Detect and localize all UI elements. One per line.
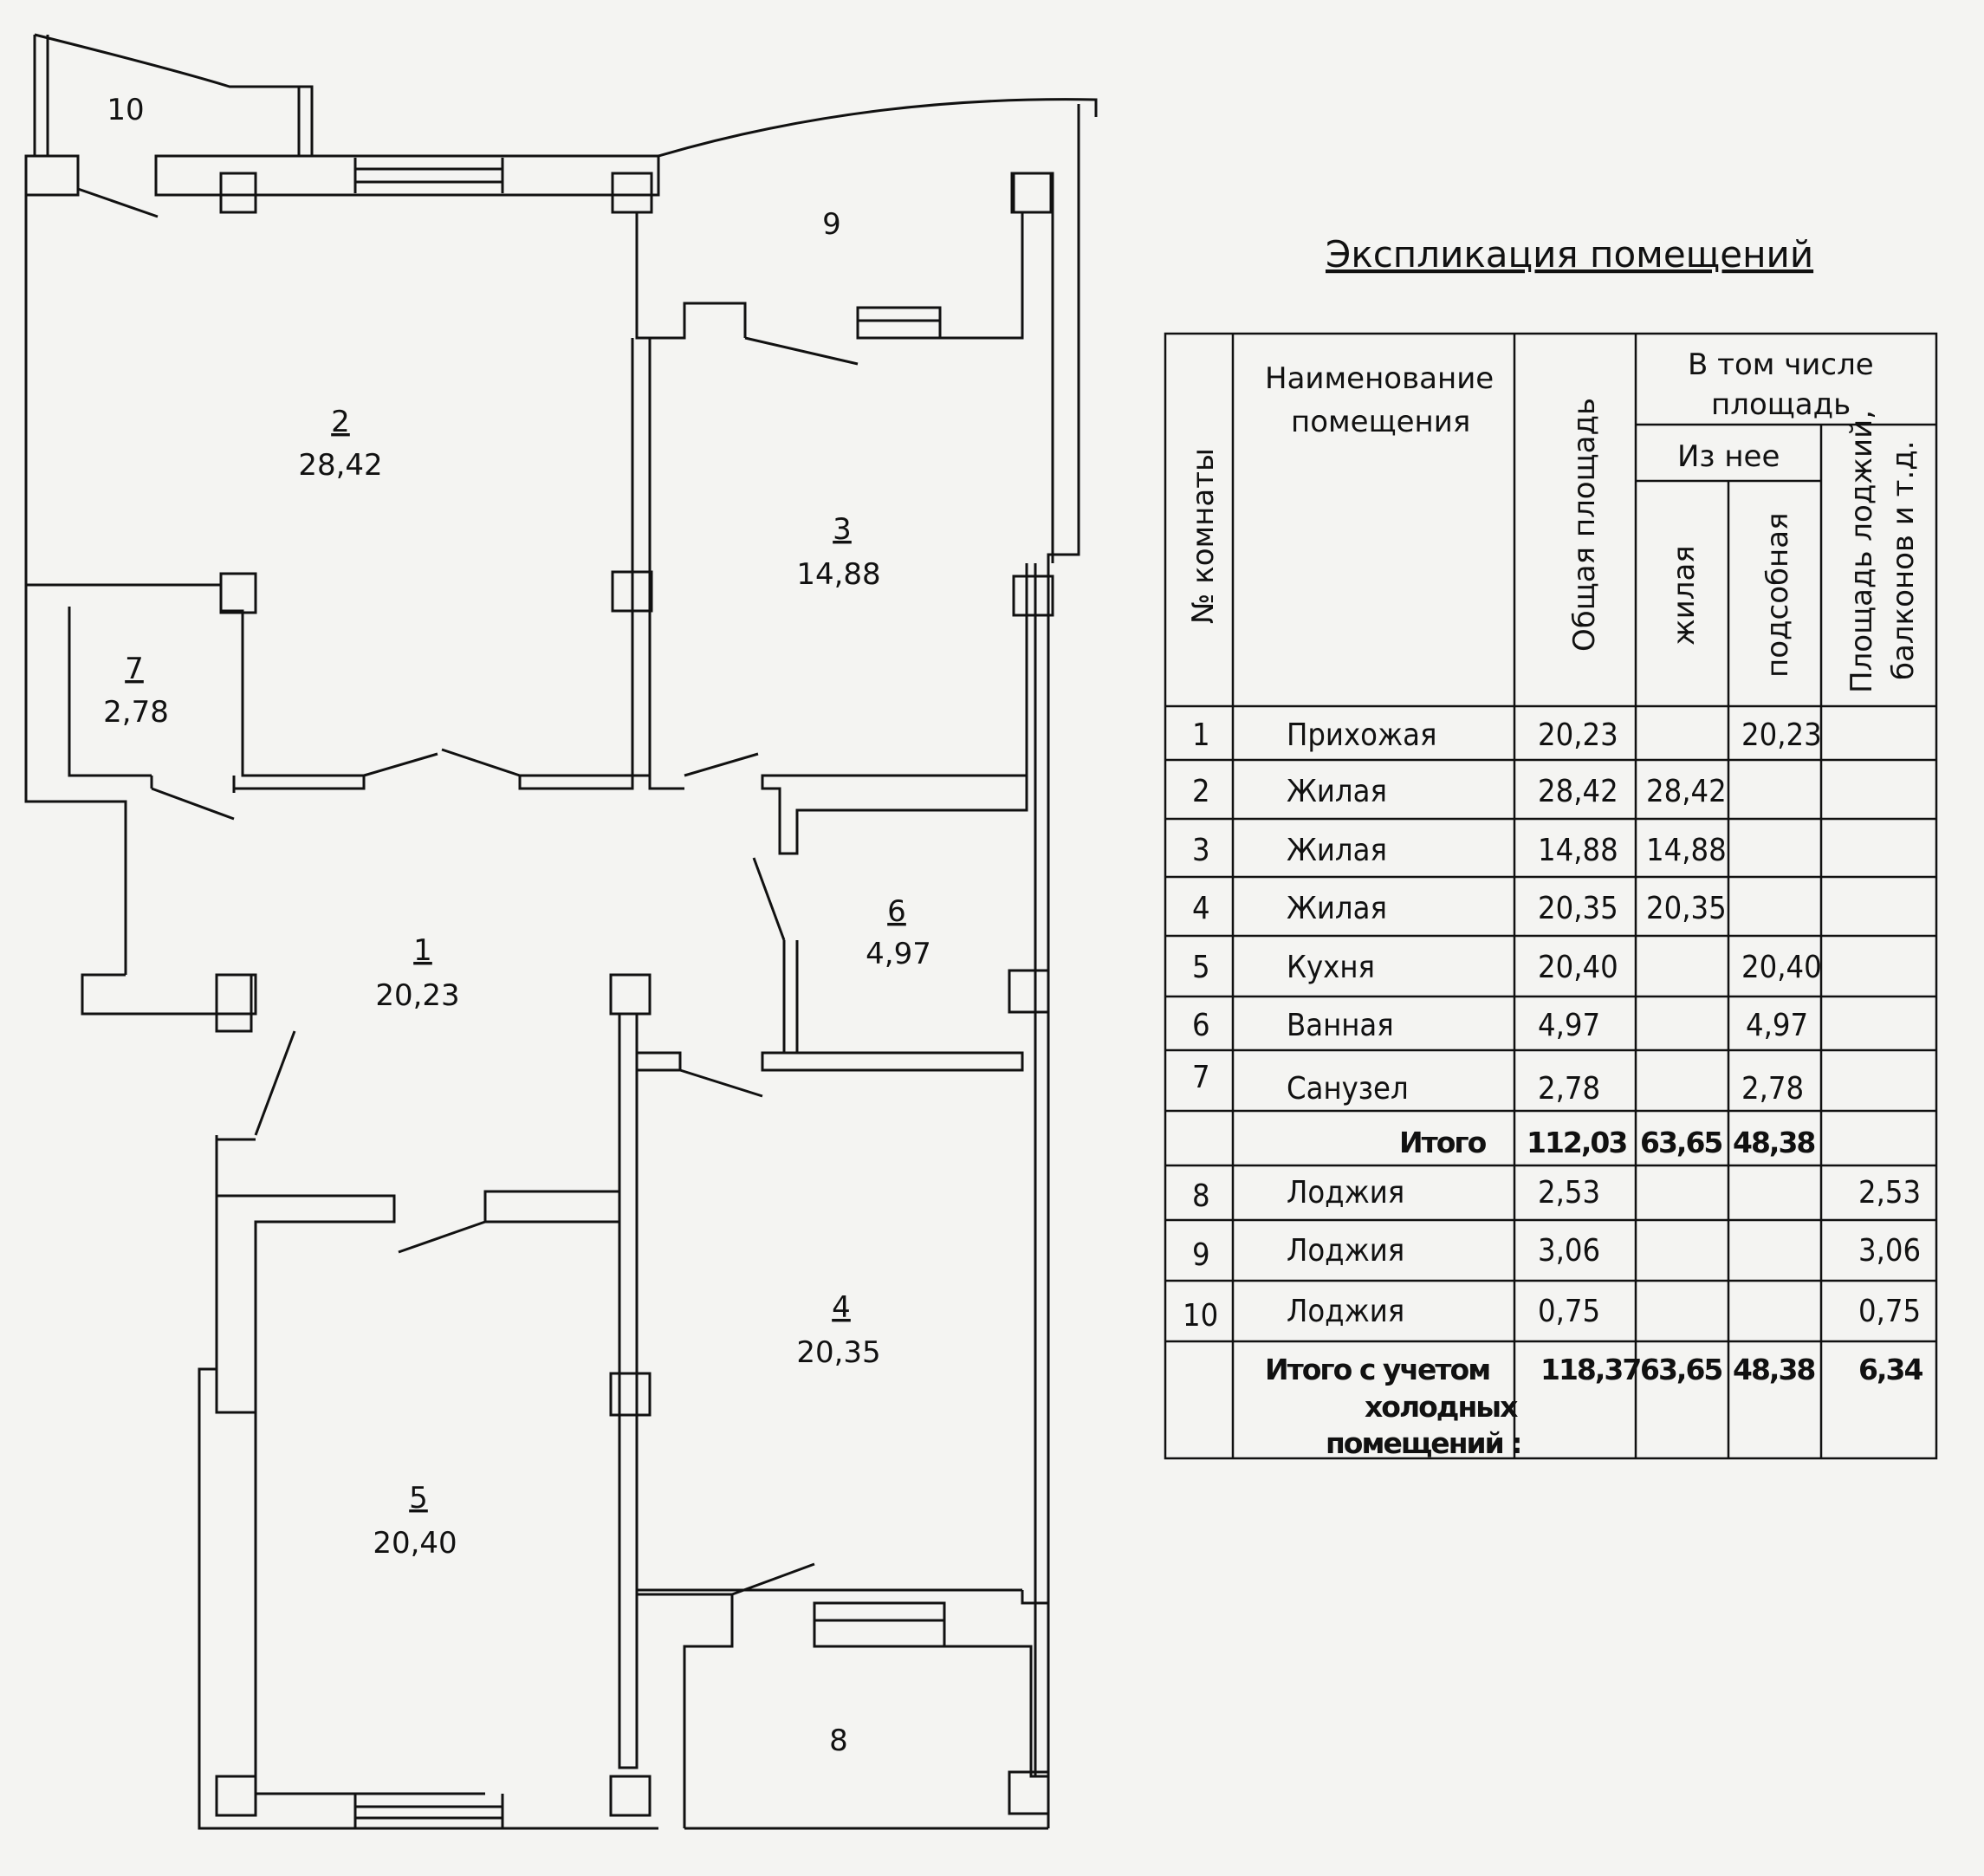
row-10-num: 10 bbox=[1183, 1298, 1219, 1334]
header-of-which: Из нее bbox=[1677, 439, 1780, 474]
row-10-loggia: 0,75 bbox=[1858, 1294, 1922, 1329]
row-8-name: Лоджия bbox=[1287, 1175, 1405, 1211]
grand-total-living: 63,65 bbox=[1640, 1353, 1722, 1386]
row-4-num: 4 bbox=[1192, 891, 1210, 926]
row-3-total: 14,88 bbox=[1538, 833, 1618, 868]
row-1-name: Прихожая bbox=[1287, 717, 1437, 753]
room-labels bbox=[103, 93, 931, 1758]
header-total: Общая площадь bbox=[1567, 397, 1602, 652]
header-loggia-line1: Площадь лоджий, bbox=[1845, 410, 1879, 693]
row-9-total: 3,06 bbox=[1538, 1233, 1601, 1269]
header-num: № комнаты bbox=[1186, 448, 1221, 624]
grand-total-label-line1: Итого с учетом bbox=[1265, 1353, 1490, 1386]
subtotal-label: Итого bbox=[1399, 1126, 1486, 1159]
row-4-living: 20,35 bbox=[1646, 891, 1727, 926]
row-6-aux: 4,97 bbox=[1746, 1008, 1809, 1043]
header-living: жилая bbox=[1667, 545, 1702, 646]
room-3-area: 14,88 bbox=[796, 557, 881, 592]
header-aux: подсобная bbox=[1760, 512, 1795, 678]
row-6-name: Ванная bbox=[1287, 1008, 1394, 1043]
row-7-num: 7 bbox=[1192, 1060, 1210, 1095]
plan-walls bbox=[26, 35, 1096, 1828]
subtotal-total: 112,03 bbox=[1527, 1126, 1627, 1159]
grand-total-label-line2: холодных bbox=[1365, 1390, 1517, 1424]
grand-total-label-line3: помещений : bbox=[1326, 1426, 1521, 1460]
room-3-number: 3 bbox=[833, 512, 852, 547]
row-3-num: 3 bbox=[1192, 833, 1210, 868]
row-5-num: 5 bbox=[1192, 950, 1210, 985]
room-5-area: 20,40 bbox=[373, 1526, 457, 1561]
row-7-name: Санузел bbox=[1287, 1071, 1409, 1107]
row-1-num: 1 bbox=[1192, 717, 1210, 753]
row-8-num: 8 bbox=[1192, 1178, 1210, 1214]
header-incl-line2: площадь bbox=[1711, 387, 1851, 422]
row-8-total: 2,53 bbox=[1538, 1175, 1601, 1211]
row-3-living: 14,88 bbox=[1646, 833, 1727, 868]
room-2-area: 28,42 bbox=[298, 448, 383, 483]
row-2-name: Жилая bbox=[1287, 774, 1387, 809]
row-4-name: Жилая bbox=[1287, 891, 1387, 926]
row-8-loggia: 2,53 bbox=[1858, 1175, 1922, 1211]
room-6-area: 4,97 bbox=[866, 937, 931, 971]
room-5-number: 5 bbox=[409, 1481, 428, 1516]
row-6-total: 4,97 bbox=[1538, 1008, 1601, 1043]
row-9-loggia: 3,06 bbox=[1858, 1233, 1922, 1269]
row-5-name: Кухня bbox=[1287, 950, 1375, 985]
row-5-total: 20,40 bbox=[1538, 950, 1618, 985]
row-2-total: 28,42 bbox=[1538, 774, 1618, 809]
row-9-num: 9 bbox=[1192, 1237, 1210, 1273]
grand-total-aux: 48,38 bbox=[1733, 1353, 1815, 1386]
room-4-area: 20,35 bbox=[796, 1335, 881, 1370]
row-9-name: Лоджия bbox=[1287, 1233, 1405, 1269]
row-2-num: 2 bbox=[1192, 774, 1210, 809]
header-name-line2: помещения bbox=[1291, 405, 1471, 439]
room-10-number: 10 bbox=[107, 93, 145, 127]
room-1-number: 1 bbox=[413, 933, 432, 968]
row-7-aux: 2,78 bbox=[1741, 1071, 1805, 1107]
row-1-total: 20,23 bbox=[1538, 717, 1618, 753]
row-7-total: 2,78 bbox=[1538, 1071, 1601, 1107]
header-name-line1: Наименование bbox=[1265, 361, 1494, 396]
row-3-name: Жилая bbox=[1287, 833, 1387, 868]
subtotal-living: 63,65 bbox=[1640, 1126, 1722, 1159]
room-1-area: 20,23 bbox=[375, 978, 460, 1013]
table-body bbox=[1183, 717, 1922, 1460]
row-2-living: 28,42 bbox=[1646, 774, 1727, 809]
row-5-aux: 20,40 bbox=[1741, 950, 1822, 985]
grand-total-total: 118,37 bbox=[1540, 1353, 1641, 1386]
row-10-total: 0,75 bbox=[1538, 1294, 1601, 1329]
row-4-total: 20,35 bbox=[1538, 891, 1618, 926]
grand-total-loggia: 6,34 bbox=[1858, 1353, 1922, 1386]
room-9-number: 9 bbox=[822, 207, 841, 242]
room-7-number: 7 bbox=[125, 652, 144, 686]
room-7-area: 2,78 bbox=[103, 695, 169, 730]
room-6-number: 6 bbox=[887, 894, 906, 929]
row-1-aux: 20,23 bbox=[1741, 717, 1822, 753]
room-2-number: 2 bbox=[331, 405, 350, 439]
room-4-number: 4 bbox=[832, 1290, 851, 1325]
table-header bbox=[1186, 347, 1921, 693]
header-loggia-line2: балконов и т.д. bbox=[1886, 440, 1921, 680]
room-8-number: 8 bbox=[829, 1723, 848, 1758]
row-10-name: Лоджия bbox=[1287, 1294, 1405, 1329]
header-incl-line1: В том числе bbox=[1688, 347, 1874, 382]
explication-title: Экспликация помещений bbox=[1326, 233, 1814, 276]
row-6-num: 6 bbox=[1192, 1008, 1210, 1043]
subtotal-aux: 48,38 bbox=[1733, 1126, 1815, 1159]
